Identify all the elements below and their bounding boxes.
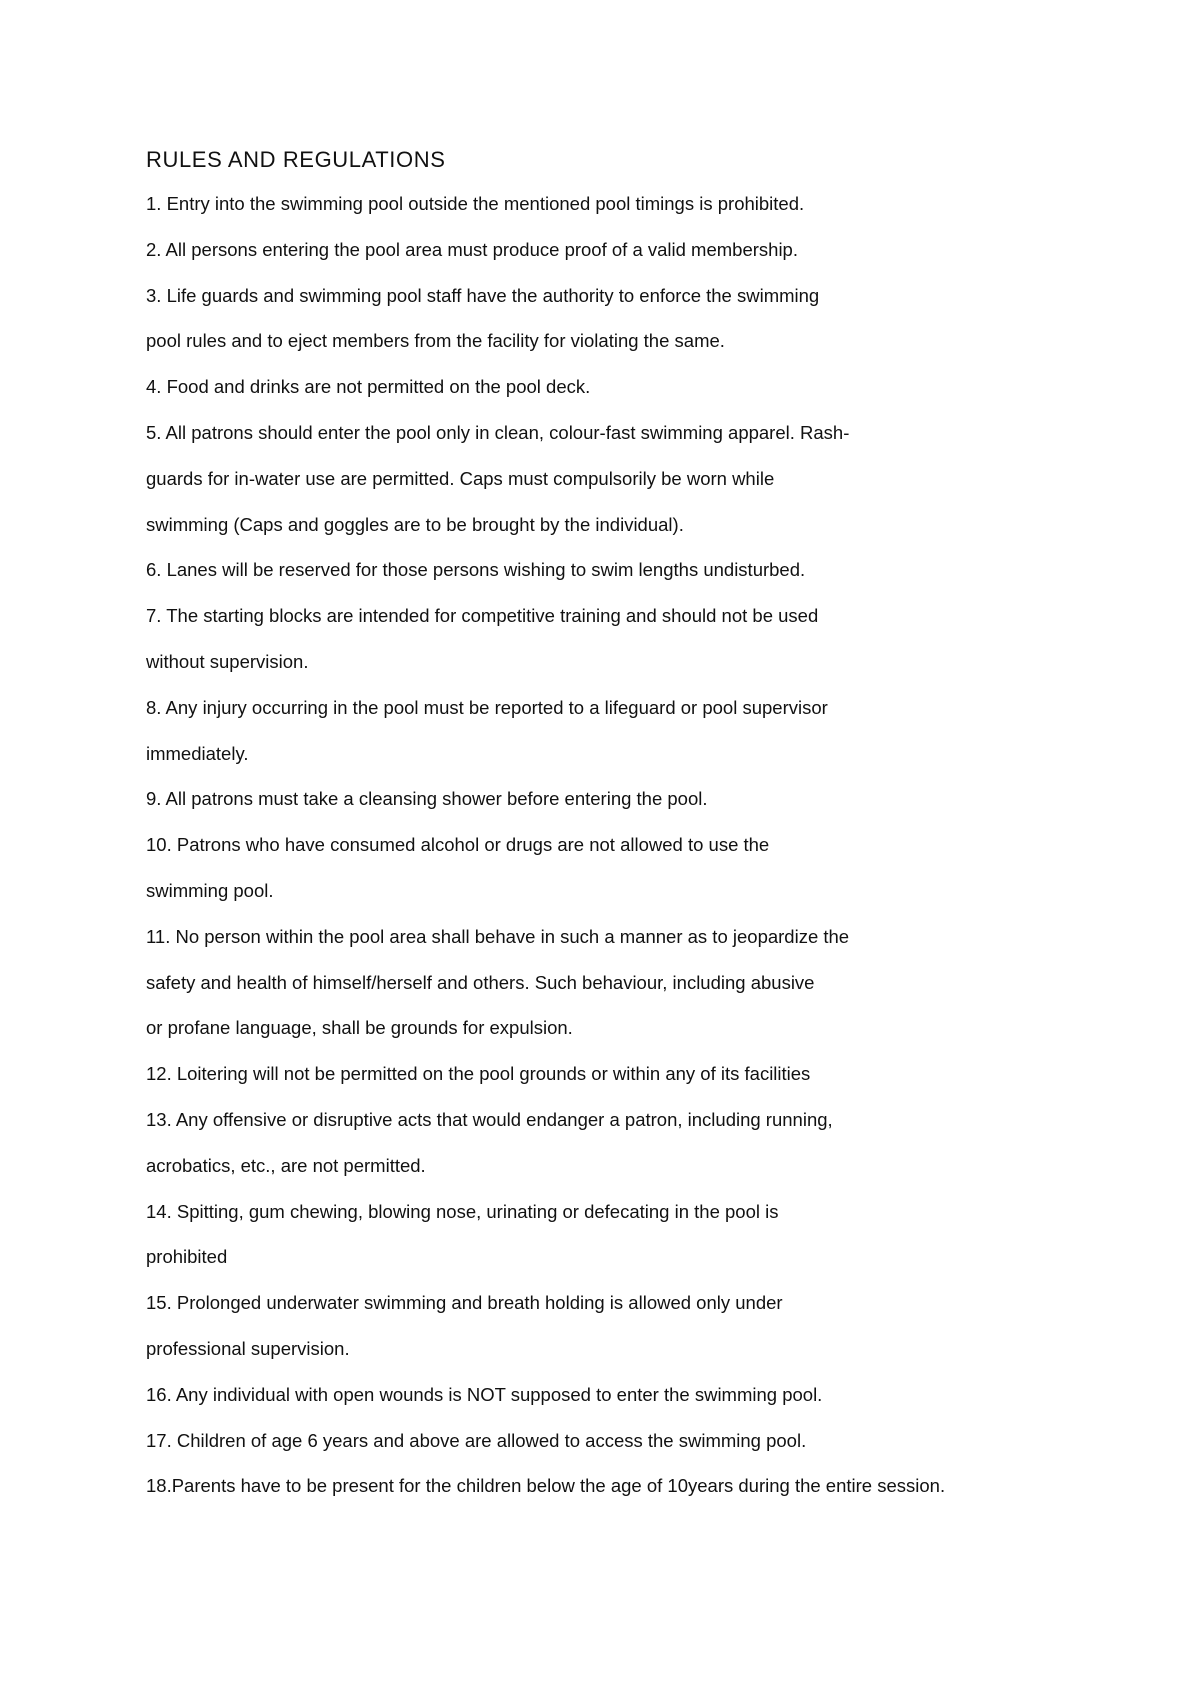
rule-line: 3. Life guards and swimming pool staff have the authority to enforce the swimming [146, 284, 820, 306]
rule-line: without supervision. [146, 650, 309, 672]
rule-line: 5. All patrons should enter the pool only in clean, colour-fast swimming apparel. Rash- [146, 421, 850, 443]
rule-line: 17. Children of age 6 years and above are allowed to access the swimming pool. [146, 1429, 807, 1451]
rule-line: 2. All persons entering the pool area must produce proof of a valid membership. [146, 238, 798, 260]
rule-line: 12. Loitering will not be permitted on the pool grounds or within any of its facilities [146, 1063, 811, 1085]
rule-line: 15. Prolonged underwater swimming and breath holding is allowed only under [146, 1292, 783, 1314]
rule-line: pool rules and to eject members from the facility for violating the same. [146, 330, 725, 352]
rule-line: 14. Spitting, gum chewing, blowing nose, urinating or defecating in the pool is [146, 1200, 779, 1222]
rule-line: acrobatics, etc., are not permitted. [146, 1154, 426, 1176]
rule-line: 9. All patrons must take a cleansing shower before entering the pool. [146, 788, 708, 810]
rule-line: prohibited [146, 1246, 228, 1268]
document-title: RULES AND REGULATIONS [146, 147, 446, 172]
rule-line: 1. Entry into the swimming pool outside the mentioned pool timings is prohibited. [146, 193, 805, 214]
rule-line: 10. Patrons who have consumed alcohol or drugs are not allowed to use the [146, 834, 770, 856]
rule-line: 4. Food and drinks are not permitted on the pool deck. [146, 376, 591, 398]
rule-line: 11. No person within the pool area shall behave in such a manner as to jeopardize the [146, 925, 850, 947]
rule-line: 18.Parents have to be present for the children below the age of 10years during the entire session. [146, 1475, 946, 1497]
rule-line: swimming (Caps and goggles are to be brought by the individual). [146, 513, 684, 535]
rule-line: safety and health of himself/herself and others. Such behaviour, including abusive [146, 971, 815, 993]
rule-line: swimming pool. [146, 879, 274, 901]
rule-line: 7. The starting blocks are intended for competitive training and should not be used [146, 605, 819, 627]
rule-line: guards for in-water use are permitted. Caps must compulsorily be worn while [146, 467, 775, 489]
rule-line: or profane language, shall be grounds for expulsion. [146, 1017, 573, 1039]
rule-line: 8. Any injury occurring in the pool must be reported to a lifeguard or pool supervisor [146, 696, 828, 718]
rule-line: professional supervision. [146, 1337, 350, 1359]
rules-list [146, 192, 1106, 1520]
rule-line: 16. Any individual with open wounds is NOT supposed to enter the swimming pool. [146, 1383, 823, 1405]
rule-line: 6. Lanes will be reserved for those persons wishing to swim lengths undisturbed. [146, 559, 806, 581]
rule-line: 13. Any offensive or disruptive acts that would endanger a patron, including running, [146, 1108, 833, 1130]
rule-line: immediately. [146, 742, 249, 764]
